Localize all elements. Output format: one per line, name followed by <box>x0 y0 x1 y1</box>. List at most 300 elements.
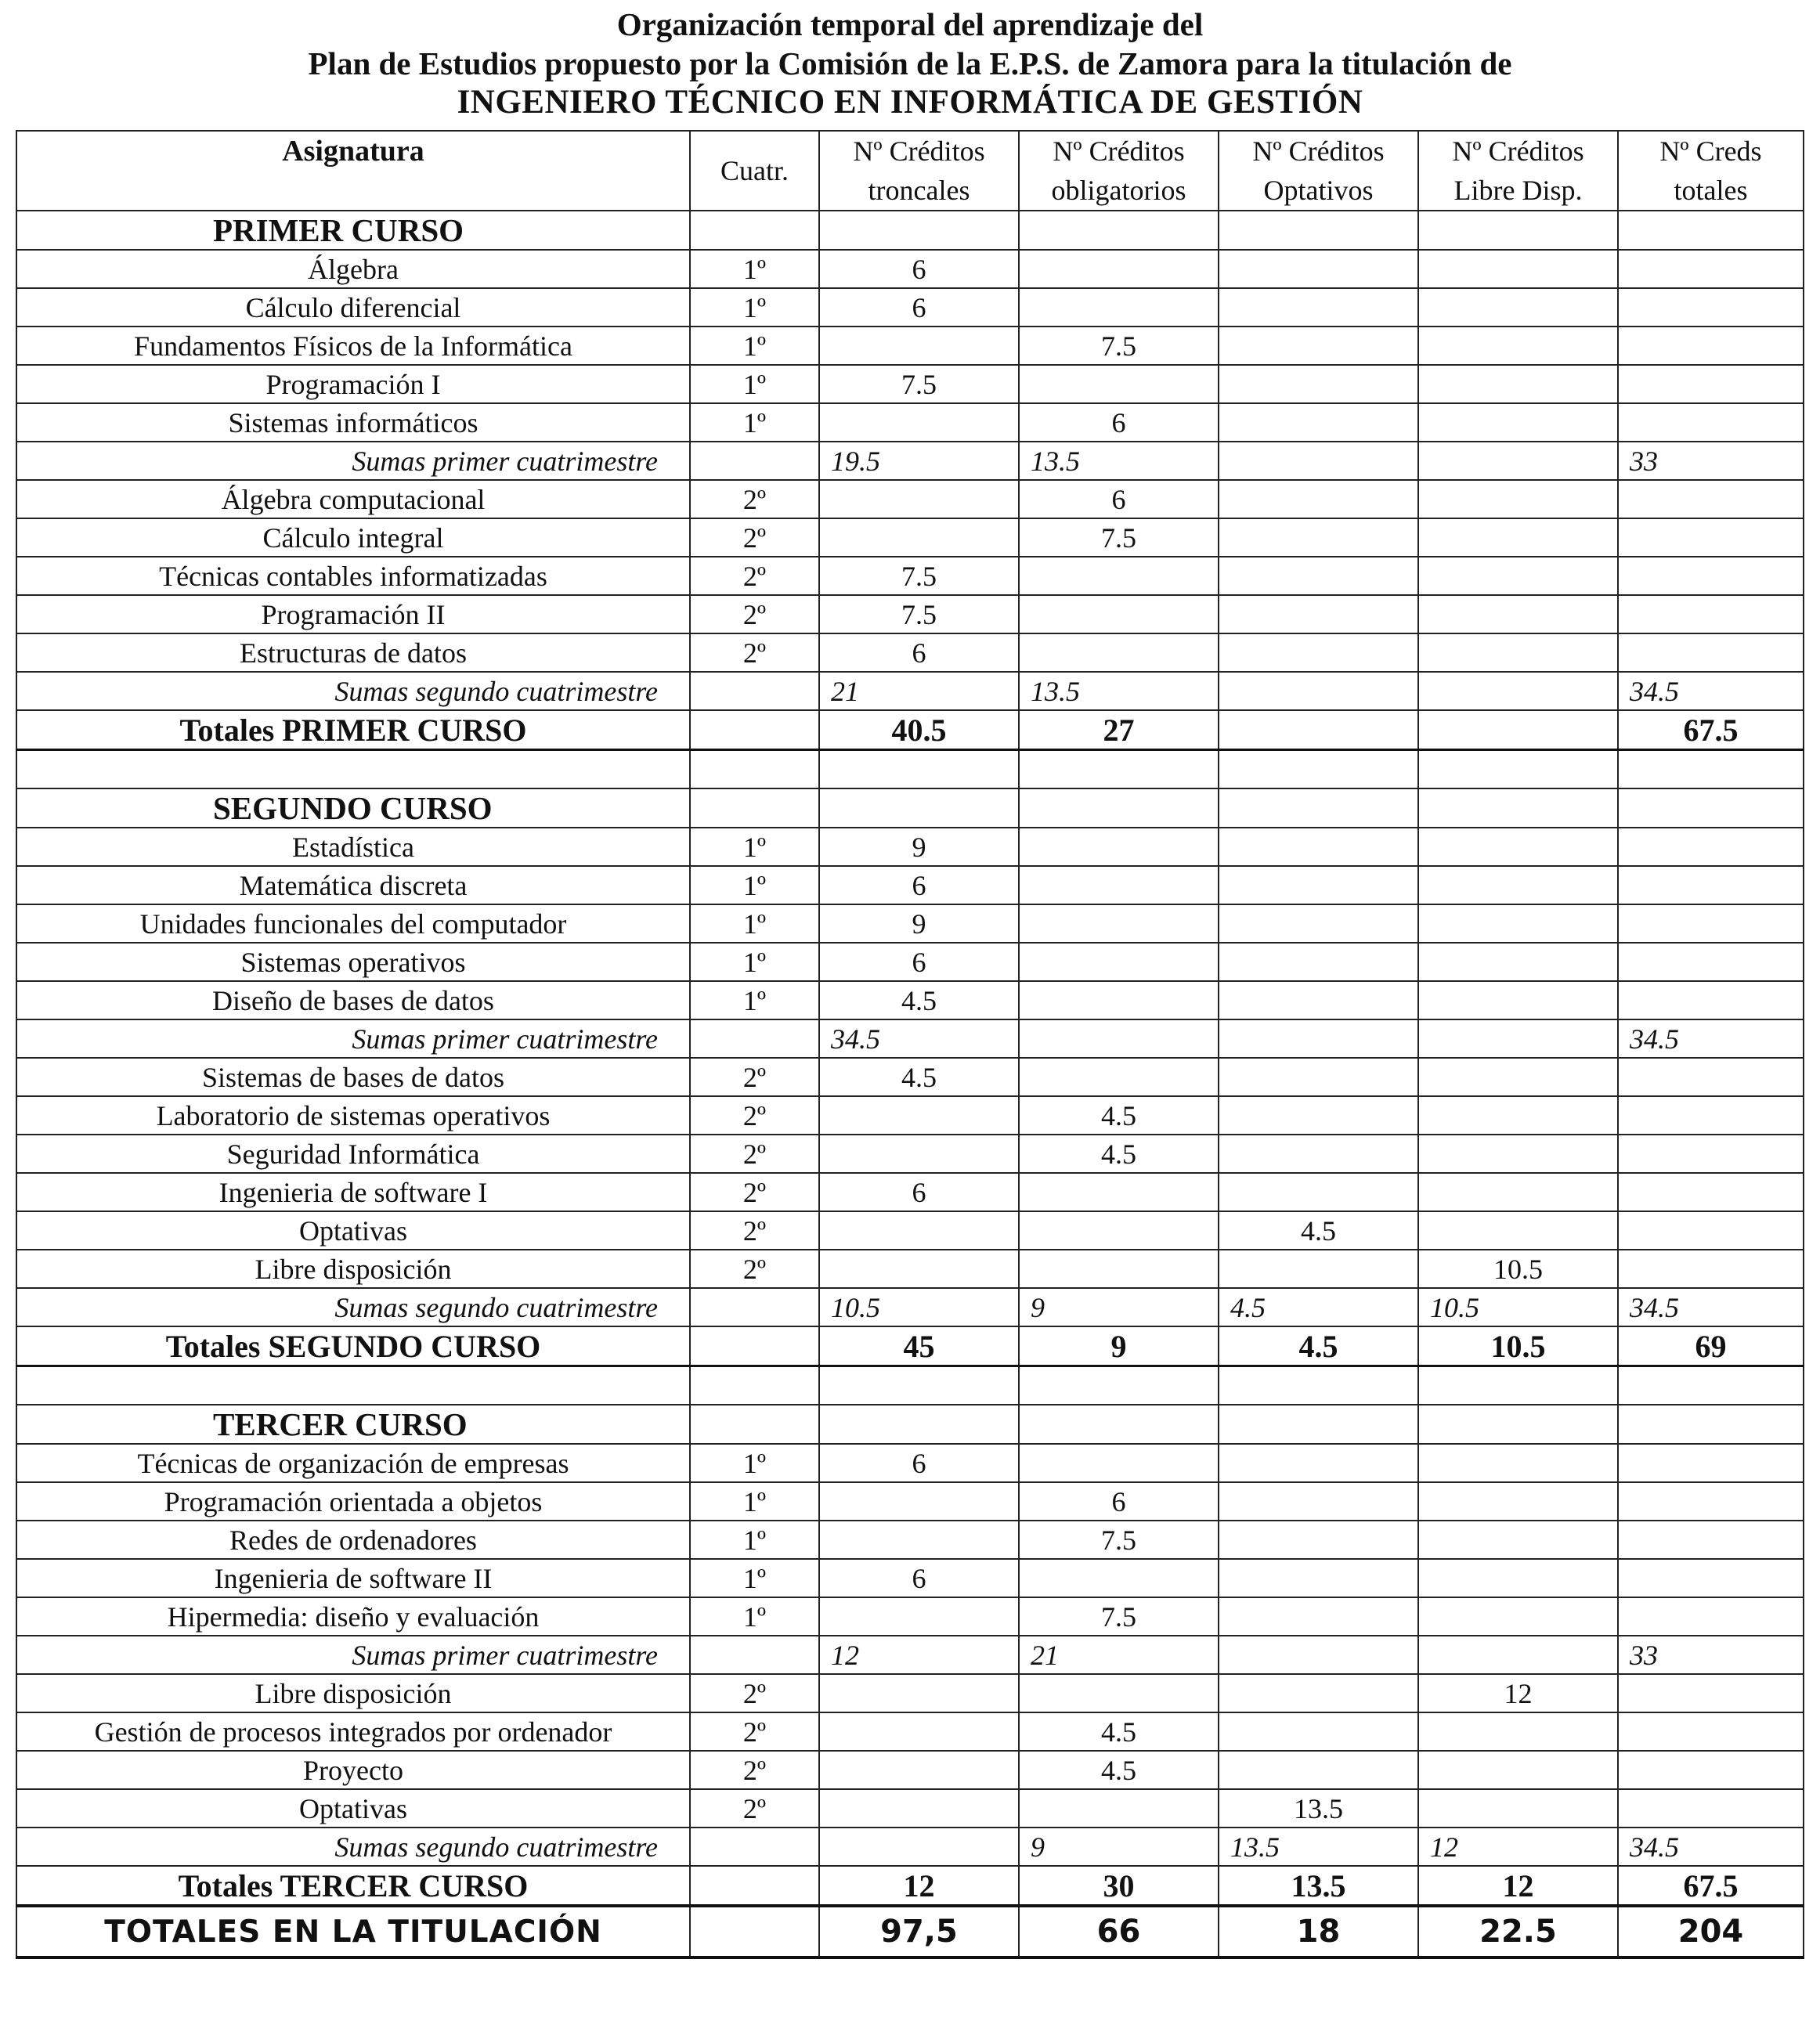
cell-troncales <box>819 1828 1019 1866</box>
cell-optativos <box>1219 1019 1418 1058</box>
cell-optativos <box>1219 1636 1418 1674</box>
table-row <box>16 403 1804 442</box>
cell-subject: Unidades funcionales del computador <box>16 904 690 943</box>
cell-libre-disp: 12 <box>1418 1828 1618 1866</box>
sum-row <box>16 672 1804 710</box>
cell-semester <box>690 1866 819 1906</box>
cell-troncales: 7.5 <box>819 557 1019 595</box>
cell-troncales: 40.5 <box>819 710 1019 750</box>
cell-totales <box>1618 1405 1804 1444</box>
cell-totales <box>1618 943 1804 981</box>
table-row <box>16 327 1804 365</box>
cell-semester: 2º <box>690 595 819 633</box>
title-line-1: Organización temporal del aprendizaje del <box>616 6 1204 42</box>
document-title <box>0 5 1820 122</box>
cell-subject: Hipermedia: diseño y evaluación <box>16 1597 690 1636</box>
cell-subject: Estadística <box>16 828 690 866</box>
cell-subject: Matemática discreta <box>16 866 690 904</box>
cell-troncales <box>819 403 1019 442</box>
cell-totales <box>1618 1559 1804 1597</box>
cell-subject <box>16 1366 690 1405</box>
cell-totales <box>1618 327 1804 365</box>
cell-troncales: 6 <box>819 1444 1019 1482</box>
cell-libre-disp <box>1418 1789 1618 1828</box>
table-row <box>16 1058 1804 1096</box>
cell-optativos <box>1219 403 1418 442</box>
cell-subject: Libre disposición <box>16 1674 690 1712</box>
cell-troncales <box>819 518 1019 557</box>
cell-libre-disp <box>1418 943 1618 981</box>
cell-obligatorios <box>1019 365 1219 403</box>
cell-obligatorios: 66 <box>1019 1906 1219 1957</box>
cell-troncales: 34.5 <box>819 1019 1019 1058</box>
cell-totales <box>1618 1366 1804 1405</box>
cell-semester <box>690 1636 819 1674</box>
cell-libre-disp <box>1418 1366 1618 1405</box>
table-row <box>16 288 1804 327</box>
cell-subject: Sumas primer cuatrimestre <box>16 442 690 480</box>
total-row <box>16 1866 1804 1906</box>
cell-totales <box>1618 1521 1804 1559</box>
cell-subject: PRIMER CURSO <box>16 211 690 250</box>
cell-semester: 2º <box>690 1058 819 1096</box>
cell-subject: Programación I <box>16 365 690 403</box>
cell-optativos <box>1219 750 1418 789</box>
cell-totales <box>1618 288 1804 327</box>
cell-libre-disp <box>1418 1405 1618 1444</box>
cell-subject: Redes de ordenadores <box>16 1521 690 1559</box>
cell-semester: 1º <box>690 365 819 403</box>
cell-libre-disp <box>1418 1712 1618 1751</box>
cell-optativos <box>1219 710 1418 750</box>
cell-semester <box>690 1366 819 1405</box>
cell-subject: Sistemas informáticos <box>16 403 690 442</box>
table-row <box>16 1521 1804 1559</box>
cell-subject <box>16 750 690 789</box>
table-row <box>16 828 1804 866</box>
cell-troncales <box>819 1096 1019 1135</box>
cell-libre-disp <box>1418 750 1618 789</box>
cell-totales <box>1618 1135 1804 1173</box>
cell-totales <box>1618 1173 1804 1211</box>
table-row <box>16 1712 1804 1751</box>
cell-semester: 1º <box>690 1444 819 1482</box>
cell-libre-disp <box>1418 365 1618 403</box>
cell-libre-disp <box>1418 518 1618 557</box>
cell-totales <box>1618 1096 1804 1135</box>
cell-troncales: 6 <box>819 866 1019 904</box>
cell-totales <box>1618 211 1804 250</box>
table-row <box>16 1173 1804 1211</box>
cell-totales <box>1618 250 1804 288</box>
cell-libre-disp: 10.5 <box>1418 1250 1618 1288</box>
table-row <box>16 250 1804 288</box>
cell-troncales <box>819 1405 1019 1444</box>
cell-subject: Totales SEGUNDO CURSO <box>16 1326 690 1366</box>
cell-semester: 2º <box>690 1674 819 1712</box>
cell-optativos <box>1219 1096 1418 1135</box>
cell-obligatorios <box>1019 1444 1219 1482</box>
cell-totales <box>1618 1674 1804 1712</box>
cell-libre-disp <box>1418 1559 1618 1597</box>
table-row <box>16 1444 1804 1482</box>
cell-optativos <box>1219 595 1418 633</box>
cell-obligatorios <box>1019 633 1219 672</box>
header-creditos-obligatorios: Nº Créditos obligatorios <box>1019 131 1219 211</box>
cell-semester <box>690 750 819 789</box>
cell-semester: 2º <box>690 1135 819 1173</box>
cell-libre-disp <box>1418 480 1618 518</box>
cell-subject: Sumas segundo cuatrimestre <box>16 672 690 710</box>
cell-libre-disp <box>1418 1521 1618 1559</box>
cell-subject: Diseño de bases de datos <box>16 981 690 1019</box>
cell-totales <box>1618 1482 1804 1521</box>
cell-libre-disp <box>1418 327 1618 365</box>
cell-obligatorios: 6 <box>1019 480 1219 518</box>
cell-totales: 34.5 <box>1618 1828 1804 1866</box>
cell-semester: 1º <box>690 943 819 981</box>
cell-semester: 1º <box>690 828 819 866</box>
table-row <box>16 943 1804 981</box>
cell-subject: Sumas segundo cuatrimestre <box>16 1828 690 1866</box>
cell-libre-disp <box>1418 788 1618 828</box>
cell-obligatorios: 4.5 <box>1019 1712 1219 1751</box>
cell-troncales: 6 <box>819 1173 1019 1211</box>
cell-semester <box>690 1828 819 1866</box>
cell-optativos <box>1219 518 1418 557</box>
cell-totales <box>1618 480 1804 518</box>
cell-totales: 69 <box>1618 1326 1804 1366</box>
cell-optativos: 13.5 <box>1219 1866 1418 1906</box>
cell-obligatorios <box>1019 211 1219 250</box>
cell-troncales <box>819 788 1019 828</box>
cell-subject: Libre disposición <box>16 1250 690 1288</box>
table-row <box>16 633 1804 672</box>
cell-optativos <box>1219 288 1418 327</box>
cell-subject: Optativas <box>16 1789 690 1828</box>
cell-troncales <box>819 1366 1019 1405</box>
cell-subject: Técnicas contables informatizadas <box>16 557 690 595</box>
cell-libre-disp <box>1418 250 1618 288</box>
cell-troncales: 12 <box>819 1866 1019 1906</box>
table-row <box>16 480 1804 518</box>
cell-troncales: 6 <box>819 288 1019 327</box>
table-row <box>16 904 1804 943</box>
cell-troncales <box>819 327 1019 365</box>
cell-obligatorios <box>1019 1058 1219 1096</box>
table-row <box>16 1482 1804 1521</box>
cell-libre-disp <box>1418 710 1618 750</box>
cell-semester <box>690 1906 819 1957</box>
cell-optativos <box>1219 1482 1418 1521</box>
cell-totales <box>1618 365 1804 403</box>
cell-totales <box>1618 557 1804 595</box>
cell-obligatorios: 6 <box>1019 1482 1219 1521</box>
table-row <box>16 1751 1804 1789</box>
cell-subject: Laboratorio de sistemas operativos <box>16 1096 690 1135</box>
cell-totales <box>1618 1444 1804 1482</box>
cell-optativos <box>1219 866 1418 904</box>
study-plan-table <box>16 130 1804 1959</box>
cell-optativos <box>1219 981 1418 1019</box>
cell-troncales: 7.5 <box>819 365 1019 403</box>
cell-obligatorios: 13.5 <box>1019 442 1219 480</box>
cell-libre-disp <box>1418 557 1618 595</box>
cell-semester: 2º <box>690 1250 819 1288</box>
cell-obligatorios <box>1019 595 1219 633</box>
cell-obligatorios <box>1019 866 1219 904</box>
cell-totales: 34.5 <box>1618 1288 1804 1326</box>
cell-libre-disp <box>1418 1751 1618 1789</box>
cell-semester: 2º <box>690 480 819 518</box>
cell-troncales <box>819 1250 1019 1288</box>
cell-libre-disp <box>1418 1211 1618 1250</box>
cell-obligatorios <box>1019 904 1219 943</box>
cell-obligatorios <box>1019 1559 1219 1597</box>
table-row <box>16 1135 1804 1173</box>
cell-libre-disp: 22.5 <box>1418 1906 1618 1957</box>
header-asignatura: Asignatura <box>16 131 690 211</box>
cell-optativos <box>1219 904 1418 943</box>
cell-troncales: 19.5 <box>819 442 1019 480</box>
cell-libre-disp <box>1418 211 1618 250</box>
cell-subject: Cálculo integral <box>16 518 690 557</box>
cell-obligatorios <box>1019 1173 1219 1211</box>
cell-libre-disp <box>1418 828 1618 866</box>
cell-semester: 1º <box>690 288 819 327</box>
cell-troncales <box>819 1712 1019 1751</box>
cell-subject: Sistemas operativos <box>16 943 690 981</box>
cell-optativos <box>1219 1751 1418 1789</box>
cell-totales <box>1618 595 1804 633</box>
table-row <box>16 1674 1804 1712</box>
cell-optativos: 13.5 <box>1219 1789 1418 1828</box>
sum-row <box>16 1019 1804 1058</box>
table-row <box>16 1597 1804 1636</box>
cell-subject: Cálculo diferencial <box>16 288 690 327</box>
cell-semester: 1º <box>690 250 819 288</box>
cell-subject: Sumas primer cuatrimestre <box>16 1636 690 1674</box>
table-row <box>16 518 1804 557</box>
cell-optativos <box>1219 672 1418 710</box>
cell-subject: SEGUNDO CURSO <box>16 788 690 828</box>
cell-troncales: 6 <box>819 633 1019 672</box>
cell-subject: Seguridad Informática <box>16 1135 690 1173</box>
cell-optativos <box>1219 211 1418 250</box>
cell-semester: 2º <box>690 518 819 557</box>
cell-semester: 1º <box>690 1559 819 1597</box>
cell-libre-disp <box>1418 1597 1618 1636</box>
cell-troncales: 4.5 <box>819 1058 1019 1096</box>
cell-subject: Gestión de procesos integrados por ordenador <box>16 1712 690 1751</box>
cell-totales: 33 <box>1618 442 1804 480</box>
cell-libre-disp: 12 <box>1418 1674 1618 1712</box>
cell-subject: Fundamentos Físicos de la Informática <box>16 327 690 365</box>
cell-semester: 2º <box>690 1096 819 1135</box>
cell-obligatorios: 13.5 <box>1019 672 1219 710</box>
cell-semester: 2º <box>690 1712 819 1751</box>
cell-subject: Álgebra computacional <box>16 480 690 518</box>
grand-row <box>16 1906 1804 1957</box>
cell-obligatorios <box>1019 1019 1219 1058</box>
cell-optativos: 4.5 <box>1219 1211 1418 1250</box>
cell-semester: 2º <box>690 633 819 672</box>
cell-libre-disp <box>1418 1135 1618 1173</box>
cell-optativos <box>1219 1058 1418 1096</box>
cell-optativos <box>1219 557 1418 595</box>
cell-obligatorios: 7.5 <box>1019 1521 1219 1559</box>
cell-optativos <box>1219 943 1418 981</box>
cell-semester <box>690 1326 819 1366</box>
cell-optativos <box>1219 1444 1418 1482</box>
cell-semester: 2º <box>690 1751 819 1789</box>
table-row <box>16 1559 1804 1597</box>
cell-optativos <box>1219 1250 1418 1288</box>
cell-obligatorios: 9 <box>1019 1326 1219 1366</box>
cell-totales <box>1618 633 1804 672</box>
cell-obligatorios <box>1019 1789 1219 1828</box>
cell-semester: 1º <box>690 1482 819 1521</box>
cell-libre-disp <box>1418 1173 1618 1211</box>
cell-obligatorios <box>1019 557 1219 595</box>
header-creditos-optativos: Nº Créditos Optativos <box>1219 131 1418 211</box>
cell-semester <box>690 710 819 750</box>
cell-optativos <box>1219 1405 1418 1444</box>
cell-libre-disp <box>1418 288 1618 327</box>
cell-semester <box>690 672 819 710</box>
cell-obligatorios: 4.5 <box>1019 1751 1219 1789</box>
cell-troncales <box>819 1521 1019 1559</box>
title-line-2: Plan de Estudios propuesto por la Comisión de la E.P.S. de Zamora para la titulación de <box>308 45 1512 81</box>
cell-libre-disp <box>1418 904 1618 943</box>
cell-obligatorios <box>1019 288 1219 327</box>
cell-troncales <box>819 1135 1019 1173</box>
cell-semester: 2º <box>690 557 819 595</box>
table-row <box>16 1250 1804 1288</box>
cell-semester: 1º <box>690 403 819 442</box>
cell-troncales: 6 <box>819 943 1019 981</box>
total-row <box>16 1326 1804 1366</box>
cell-subject: Estructuras de datos <box>16 633 690 672</box>
cell-troncales <box>819 1751 1019 1789</box>
cell-optativos <box>1219 1559 1418 1597</box>
cell-obligatorios <box>1019 943 1219 981</box>
cell-totales <box>1618 866 1804 904</box>
cell-subject: Sumas primer cuatrimestre <box>16 1019 690 1058</box>
cell-obligatorios <box>1019 1674 1219 1712</box>
cell-totales <box>1618 788 1804 828</box>
cell-subject: Álgebra <box>16 250 690 288</box>
cell-semester: 2º <box>690 1211 819 1250</box>
cell-obligatorios: 21 <box>1019 1636 1219 1674</box>
cell-troncales: 6 <box>819 250 1019 288</box>
table-row <box>16 365 1804 403</box>
cell-optativos: 4.5 <box>1219 1326 1418 1366</box>
cell-optativos <box>1219 1366 1418 1405</box>
cell-libre-disp: 12 <box>1418 1866 1618 1906</box>
cell-obligatorios <box>1019 1211 1219 1250</box>
cell-subject: TERCER CURSO <box>16 1405 690 1444</box>
table-row <box>16 981 1804 1019</box>
cell-obligatorios <box>1019 250 1219 288</box>
cell-troncales: 21 <box>819 672 1019 710</box>
cell-subject: Totales PRIMER CURSO <box>16 710 690 750</box>
sum-row <box>16 1288 1804 1326</box>
cell-obligatorios: 30 <box>1019 1866 1219 1906</box>
cell-semester: 1º <box>690 904 819 943</box>
cell-obligatorios <box>1019 828 1219 866</box>
blank-row <box>16 750 1804 789</box>
cell-libre-disp <box>1418 595 1618 633</box>
cell-totales <box>1618 981 1804 1019</box>
cell-libre-disp <box>1418 1058 1618 1096</box>
cell-libre-disp <box>1418 1096 1618 1135</box>
cell-libre-disp <box>1418 1019 1618 1058</box>
cell-obligatorios <box>1019 981 1219 1019</box>
cell-obligatorios <box>1019 750 1219 789</box>
cell-obligatorios <box>1019 1250 1219 1288</box>
cell-totales <box>1618 403 1804 442</box>
cell-optativos <box>1219 1135 1418 1173</box>
cell-troncales <box>819 750 1019 789</box>
cell-obligatorios: 4.5 <box>1019 1135 1219 1173</box>
cell-optativos <box>1219 788 1418 828</box>
cell-obligatorios: 9 <box>1019 1828 1219 1866</box>
cell-subject: Ingenieria de software II <box>16 1559 690 1597</box>
cell-semester <box>690 1405 819 1444</box>
cell-subject: Sumas segundo cuatrimestre <box>16 1288 690 1326</box>
cell-semester <box>690 788 819 828</box>
cell-subject: Sistemas de bases de datos <box>16 1058 690 1096</box>
cell-libre-disp <box>1418 672 1618 710</box>
cell-totales <box>1618 1712 1804 1751</box>
cell-obligatorios <box>1019 1405 1219 1444</box>
cell-subject: Programación II <box>16 595 690 633</box>
cell-troncales: 9 <box>819 904 1019 943</box>
cell-optativos <box>1219 1597 1418 1636</box>
cell-subject: TOTALES EN LA TITULACIÓN <box>16 1906 690 1957</box>
cell-optativos <box>1219 365 1418 403</box>
cell-obligatorios <box>1019 788 1219 828</box>
cell-semester: 1º <box>690 981 819 1019</box>
cell-optativos <box>1219 828 1418 866</box>
cell-troncales <box>819 1482 1019 1521</box>
cell-semester <box>690 1019 819 1058</box>
cell-optativos <box>1219 1712 1418 1751</box>
cell-subject: Totales TERCER CURSO <box>16 1866 690 1906</box>
cell-semester <box>690 442 819 480</box>
cell-totales <box>1618 750 1804 789</box>
cell-troncales: 9 <box>819 828 1019 866</box>
cell-troncales <box>819 211 1019 250</box>
header-cuatrimestre: Cuatr. <box>690 131 819 211</box>
cell-semester: 1º <box>690 327 819 365</box>
header-creditos-troncales: Nº Créditos troncales <box>819 131 1019 211</box>
total-row <box>16 710 1804 750</box>
cell-optativos: 4.5 <box>1219 1288 1418 1326</box>
sum-row <box>16 442 1804 480</box>
title-line-3: INGENIERO TÉCNICO EN INFORMÁTICA DE GESTIÓN <box>457 84 1363 121</box>
cell-troncales: 45 <box>819 1326 1019 1366</box>
cell-troncales <box>819 480 1019 518</box>
cell-optativos <box>1219 633 1418 672</box>
cell-totales <box>1618 1058 1804 1096</box>
cell-libre-disp <box>1418 1444 1618 1482</box>
cell-optativos <box>1219 327 1418 365</box>
cell-totales <box>1618 1211 1804 1250</box>
cell-totales <box>1618 828 1804 866</box>
cell-libre-disp <box>1418 1636 1618 1674</box>
